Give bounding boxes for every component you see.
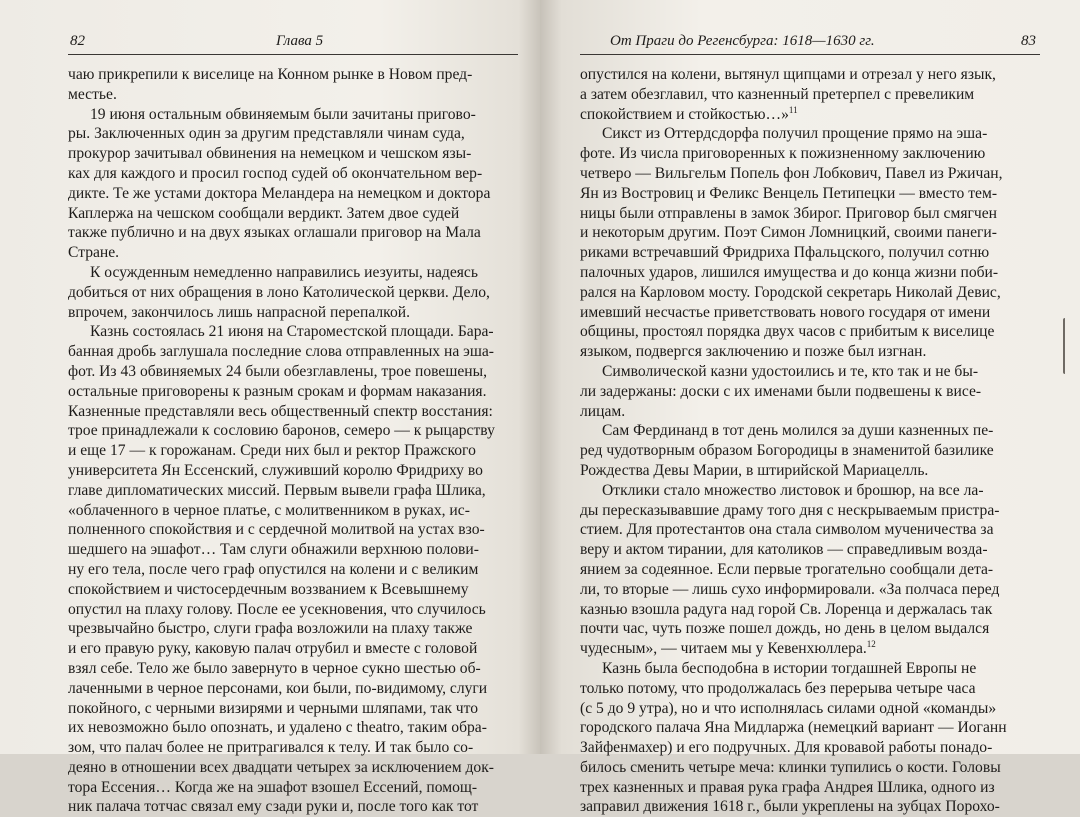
- text-line: фот. Из 43 обвиняемых 24 были обезглавлены, трое повешены,: [68, 362, 487, 380]
- text-line: билось сменить четыре меча: клинки тупились о кости. Головы: [580, 758, 1001, 776]
- text-line: только потому, что продолжалась без перерыва четыре часа: [580, 679, 976, 697]
- text-line: 19 июня остальным обвиняемым были зачитаны пригово-: [90, 105, 476, 123]
- left-page: [0, 0, 540, 816]
- left-page-number: 82: [70, 33, 85, 49]
- margin-pencil-mark: [1063, 318, 1068, 374]
- text-line: Казнь состоялась 21 июня на Староместской площади. Бара-: [90, 323, 494, 341]
- text-line: университета Ян Ессенский, служивший королю Фридриху во: [68, 461, 483, 479]
- text-line: их невозможно было опознать, и удалено с theatro, таким обра-: [68, 719, 487, 737]
- text-line: деяно в отношении всех двадцати четырех за исключением док-: [68, 758, 494, 776]
- text-line: чаю прикрепили к виселице на Конном рынке в Новом пред-: [68, 66, 473, 83]
- text-line: Каплержа на чешском сообщали вердикт. Затем двое судей: [68, 204, 460, 222]
- right-section-title: От Праги до Регенсбурга: 1618—1630 гг.: [610, 33, 875, 49]
- right-page-text: [580, 65, 1040, 817]
- text-line: ну его тела, после чего граф опустился на колени и с великим: [68, 560, 479, 578]
- text-line: почти час, чуть позже пошел дождь, но день в целом выдался: [580, 620, 990, 638]
- text-line: и его правую руку, каковую палач отрубил и вместе с головой: [68, 640, 478, 658]
- text-line: зом, что палач более не притрагивался к телу. И так было со-: [68, 739, 474, 757]
- text-line: прокурор зачитывал обвинения на немецком и чешском язы-: [68, 145, 472, 163]
- text-line: ках для каждого и просил господ судей об окончательном вер-: [68, 164, 483, 182]
- text-line: полненного спокойствия и с сердечной молитвой на устах взо-: [68, 521, 485, 539]
- text-line: лицам.: [580, 402, 626, 420]
- text-line: ник палача тотчас связал ему сзади руки и, после того как тот: [68, 798, 479, 816]
- text-line: банная дробь заглушала последние слова отправленных на эша-: [68, 343, 494, 361]
- text-line: опустил на плаху голову. После ее усекновения, что случилось: [68, 600, 486, 618]
- text-line: ли, то вторые — лишь сухо информировали. «За полчаса перед: [580, 580, 1000, 598]
- text-line: рался на Карловом мосту. Городской секретарь Николай Девис,: [580, 283, 1001, 301]
- text-line: дикте. Те же устами доктора Меландера на немецком и доктора: [68, 184, 491, 202]
- text-line: ницы были отправлены в замок Збирог. Приговор был смягчен: [580, 204, 998, 222]
- text-line: веру и актом тирании, для католиков — справедливым возда-: [580, 541, 988, 559]
- text-line: остальные приговорены к разным срокам и формам наказания.: [68, 382, 487, 400]
- text-line: Казнь была бесподобна в истории тогдашней Европы не: [602, 659, 977, 677]
- text-line: заправил движения 1618 г., были укреплены на зубцах Порохо-: [580, 798, 1000, 816]
- text-line: шедшего на эшафот… Там слуги обнажили верхнюю полови-: [68, 541, 479, 559]
- text-line: а затем обезглавил, что казненный претерпел с превеликим: [580, 85, 975, 103]
- text-line: (с 5 до 9 утра), но и что исполнялась силами одной «команды»: [580, 699, 997, 717]
- text-line: городского палача Яна Мидларжа (немецкий вариант — Иоганн: [580, 719, 1007, 737]
- text-line: лаченными в черное персонами, кои были, по-видимому, слуги: [68, 679, 488, 697]
- text-line: трех казненных и правая рука графа Андрея Шлика, одного из: [580, 778, 995, 796]
- text-line: Зайфенмахер) и его подручных. Для кровавой работы понадо-: [580, 739, 993, 757]
- text-line: риками встречавший Фридриха Пфальцского, получил сотню: [580, 244, 990, 262]
- text-line: языком, подвергся заключению и позже был изгнан.: [580, 343, 927, 361]
- text-line: трое принадлежали к сословию баронов, семеро — к рыцарству: [68, 422, 495, 440]
- text-line: ли задержаны: доски с их именами были подвешены к висе-: [580, 382, 982, 400]
- text-line: и еще 17 — к горожанам. Среди них был и ректор Пражского: [68, 442, 476, 460]
- footnote-ref: 12: [866, 638, 876, 649]
- text-line-with-footnote: [580, 105, 1040, 125]
- text-line: добиться от них обращения в лоно Католической церкви. Дело,: [68, 283, 490, 301]
- text-line: Ян из Востровиц и Феликс Венцель Петипецки — вместо тем-: [580, 184, 998, 202]
- text-line: Сикст из Оттердсдорфа получил прощение прямо на эша-: [602, 125, 988, 143]
- right-running-head: [580, 28, 1040, 55]
- text-span: чудесным», — читаем мы у Кевенхюллера.: [580, 640, 867, 658]
- text-line: янием за содеянное. Если первые трогательно сообщали дета-: [580, 560, 994, 578]
- text-line: К осужденным немедленно направились иезуиты, надеясь: [90, 263, 478, 281]
- text-line: «облаченного в черное платье, с молитвенником в руках, ис-: [68, 501, 470, 519]
- right-page-number: 83: [1021, 33, 1036, 49]
- left-running-head: [68, 28, 518, 55]
- text-line-with-footnote: [580, 639, 1040, 659]
- text-line: спокойствием и чистосердечным воззванием к Всевышнему: [68, 580, 469, 598]
- text-line: взял себе. Тело же было завернуто в черное сукно шестью об-: [68, 659, 481, 677]
- text-line: Казненные представляли весь общественный спектр восстания:: [68, 402, 493, 420]
- text-line: ды пересказывавшие драму того дня с нескрываемым пристра-: [580, 501, 1000, 519]
- text-line: четверо — Вильгельм Попель фон Лобкович, Павел из Ржичан,: [580, 164, 1003, 182]
- text-line: Сам Фердинанд в тот день молился за души казненных пе-: [602, 422, 994, 440]
- text-line: впрочем, закончилось лишь напрасной перепалкой.: [68, 303, 410, 321]
- text-line: Символической казни удостоились и те, кто так и не бы-: [602, 362, 979, 380]
- text-line: и некоторым другим. Поэт Симон Ломницкий, своими панеги-: [580, 224, 997, 242]
- text-line: главе дипломатических миссий. Первым вывели графа Шлика,: [68, 481, 486, 499]
- text-line: палочных ударов, лишился имущества и до конца жизни поби-: [580, 263, 999, 281]
- text-line: местье.: [68, 85, 117, 103]
- text-line: ры. Заключенных один за другим представляли чинам суда,: [68, 125, 465, 143]
- left-page-text: [68, 65, 518, 817]
- text-line: казнью взошла радуга над горой Св. Лоренца и держалась так: [580, 600, 993, 618]
- text-span: спокойствием и стойкостью…»: [580, 105, 789, 123]
- text-line: стием. Для протестантов она стала символом мученичества за: [580, 521, 994, 539]
- text-line: фоте. Из числа приговоренных к пожизненному заключению: [580, 145, 986, 163]
- footnote-ref: 11: [788, 104, 798, 115]
- text-line: общины, простоял порядка двух часов с прибитым к виселице: [580, 323, 995, 341]
- text-line: Стране.: [68, 244, 120, 262]
- left-chapter-title: Глава 5: [276, 33, 324, 49]
- text-line: Отклики стало множество листовок и брошюр, на все ла-: [602, 481, 984, 499]
- text-line: также публично и на двух языках оглашали приговор на Мала: [68, 224, 481, 242]
- text-line: Рождества Девы Марии, в штирийской Мариацелль.: [580, 461, 929, 479]
- text-line: тора Ессения… Когда же на эшафот взошел Ессений, помощ-: [68, 778, 478, 796]
- text-line: опустился на колени, вытянул щипцами и отрезал у него язык,: [580, 66, 996, 83]
- right-page: [540, 0, 1080, 816]
- text-line: имевший несчастье приветствовать нового государя от имени: [580, 303, 991, 321]
- text-line: ред чудотворным образом Богородицы в знаменитой базилике: [580, 442, 994, 460]
- text-line: покойного, с черными визирями и черными шляпами, так что: [68, 699, 479, 717]
- text-line: чрезвычайно быстро, слуги графа возложили на плаху также: [68, 620, 473, 638]
